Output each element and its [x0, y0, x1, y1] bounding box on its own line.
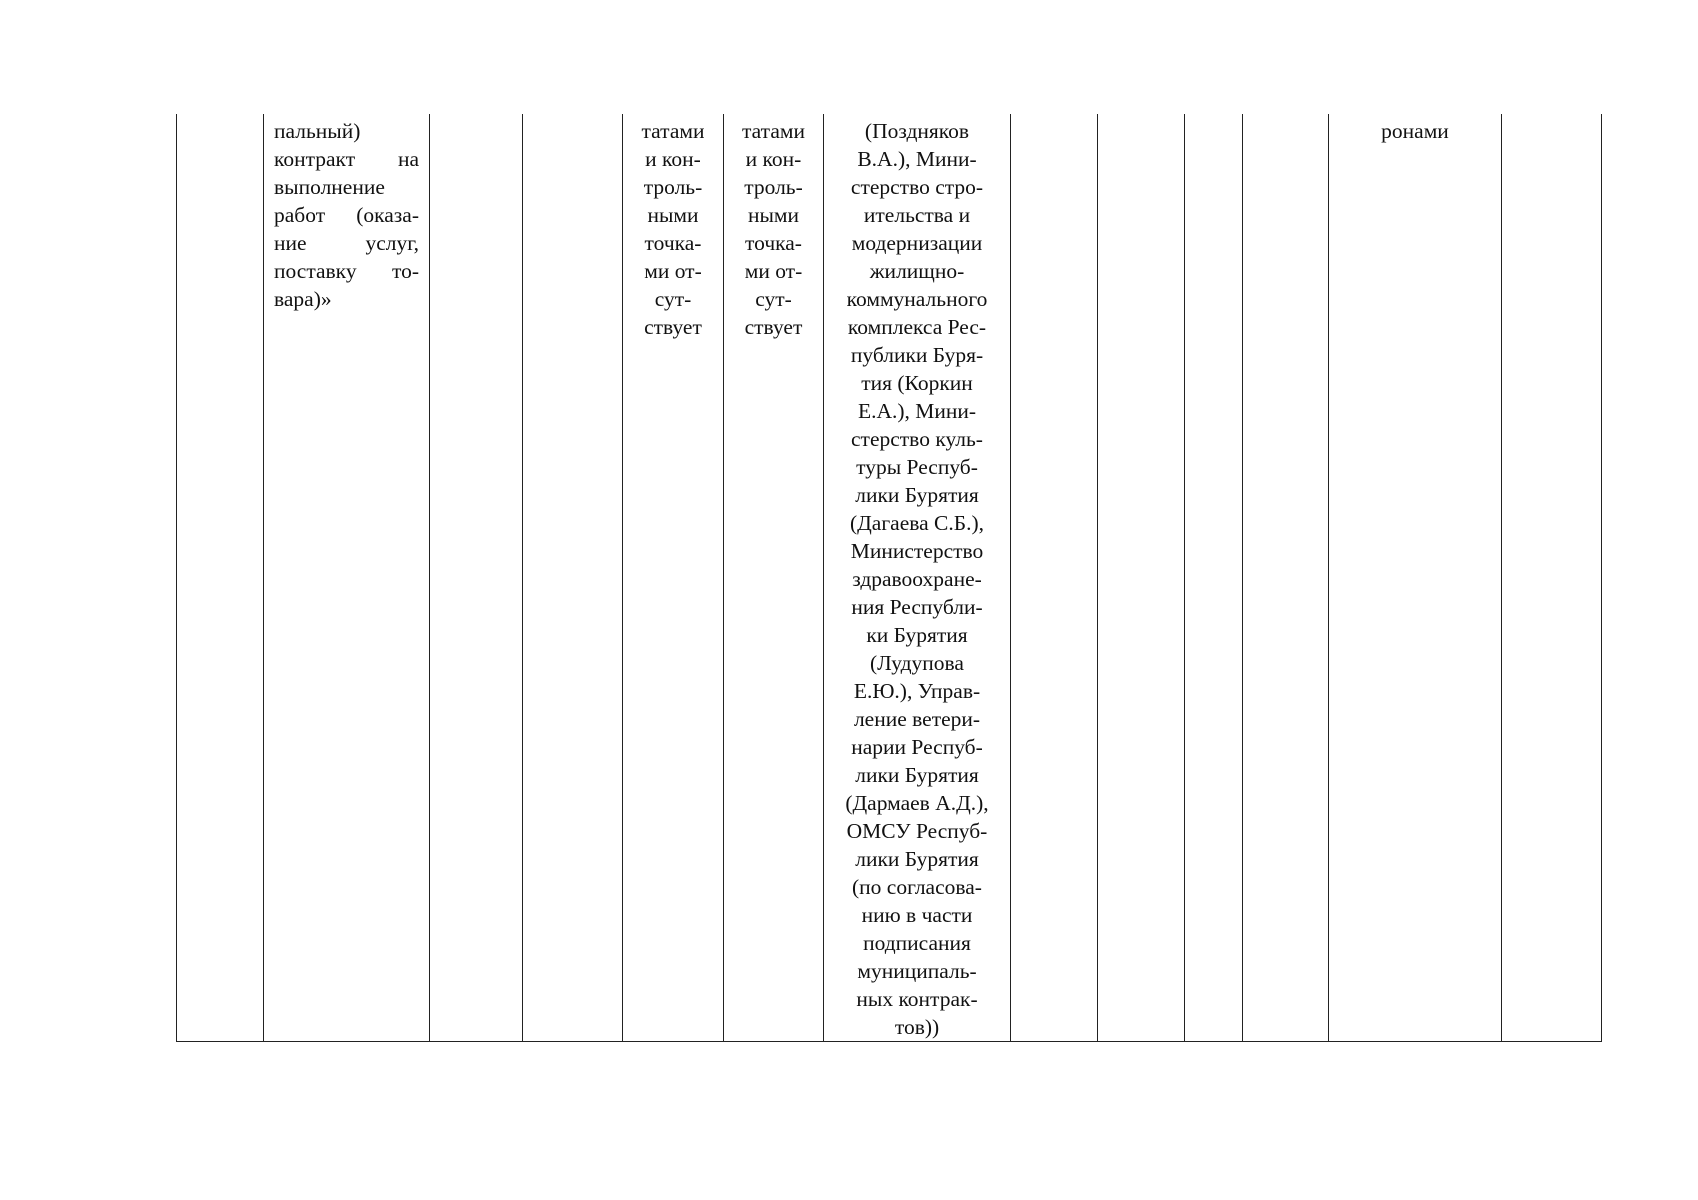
table-cell-col1	[177, 114, 264, 1042]
control-points-text-1: татами и кон- троль- ными точка- ми от- сут- ствует	[641, 119, 705, 339]
parties-text: ронами	[1381, 119, 1449, 143]
responsible-executors-text: (Поздняков В.А.), Мини- стерство стро- ительства и модернизации жилищно- коммунального комплекса Рес- публики Буря- тия (Коркин Е.А.), Мини- стерство куль- туры Респуб- лики Бурятия (Дагаева С.Б.), Министерство здравоохране- ния Республи- ки Бурятия (Лудупова Е.Ю.), Управ- ление ветери- нарии Респуб- лики Бурятия (Дармаев А.Д.), ОМСУ Респуб- лики Бурятия (по согласова- нию в части подписания муниципаль- ных контрак- тов))	[845, 119, 989, 1039]
contract-text-line: выполнение	[274, 175, 385, 199]
table-cell-col5	[623, 114, 724, 1042]
table-cell-col7	[824, 114, 1011, 1042]
table-row	[177, 114, 1602, 1042]
contract-text-line: работ (оказа-	[274, 203, 419, 227]
table-cell-col2	[264, 114, 430, 1042]
contract-text-line: поставку то-	[274, 259, 419, 283]
contract-text-line: ние услуг,	[274, 231, 419, 255]
table-cell-col8	[1011, 114, 1098, 1042]
table-cell-col6	[724, 114, 824, 1042]
table-cell-col3	[430, 114, 523, 1042]
table-cell-col12	[1329, 114, 1502, 1042]
control-points-text-2: татами и кон- троль- ными точка- ми от- сут- ствует	[742, 119, 805, 339]
table-cell-col13	[1502, 114, 1602, 1042]
table-cell-col9	[1098, 114, 1185, 1042]
table-cell-col4	[523, 114, 623, 1042]
contract-text	[264, 114, 429, 313]
data-table	[176, 114, 1602, 1042]
table-cell-col11	[1243, 114, 1329, 1042]
contract-text-line: пальный)	[274, 119, 361, 143]
table-cell-col10	[1185, 114, 1243, 1042]
contract-text-line: вара)»	[274, 287, 332, 311]
contract-text-line: контракт на	[274, 147, 419, 171]
